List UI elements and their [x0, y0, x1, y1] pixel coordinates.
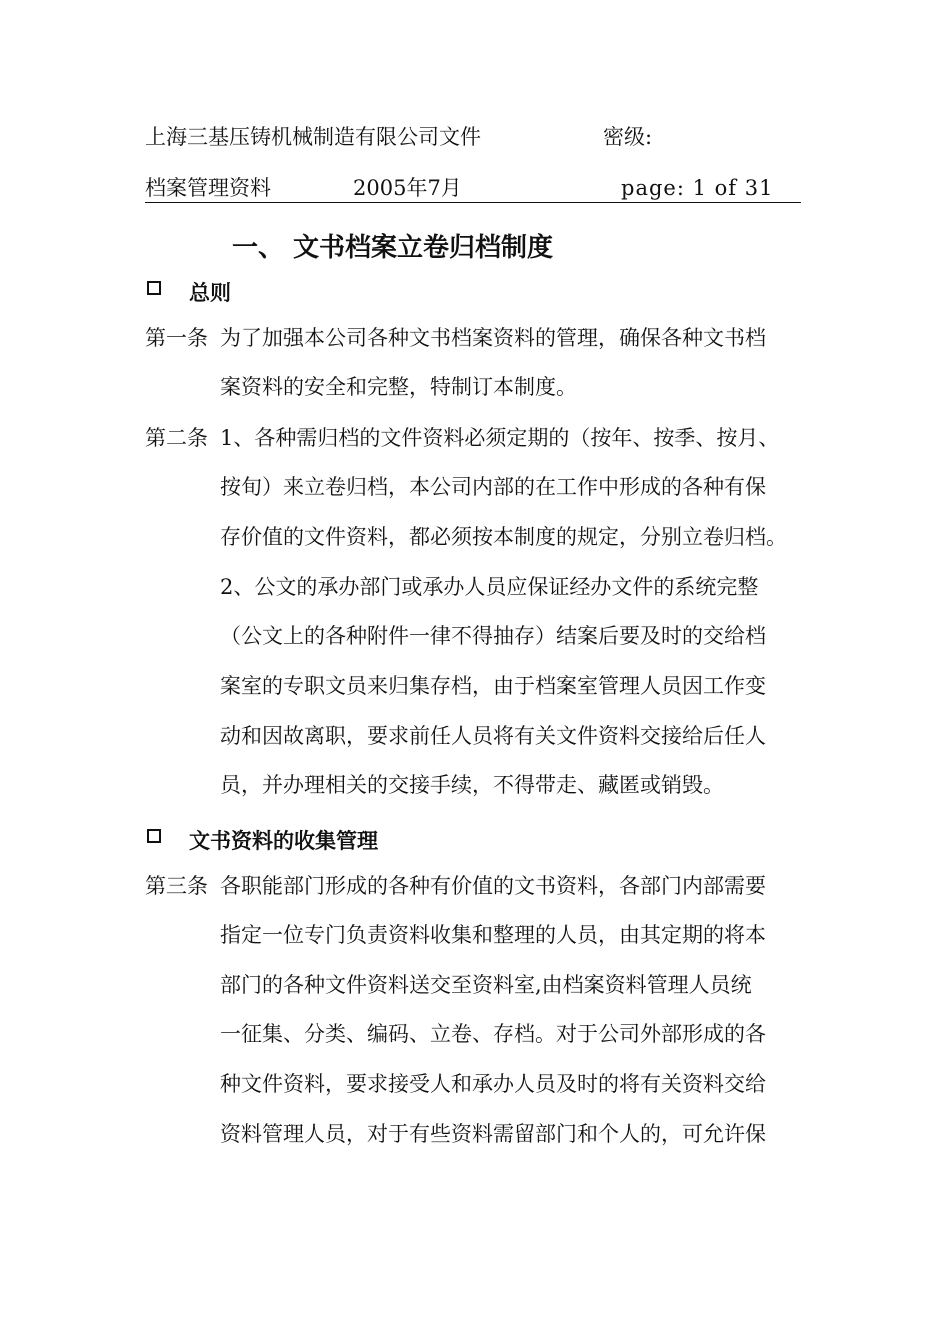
article-line: 1、各种需归档的文件资料必须定期的（按年、按季、按月、: [220, 426, 780, 450]
article-line: （公文上的各种附件一律不得抽存）结案后要及时的交给档: [220, 624, 766, 648]
page-title: 一、 文书档案立卷归档制度: [232, 233, 554, 263]
article-line: 员，并办理相关的交接手续，不得带走、藏匿或销毁。: [220, 773, 724, 797]
company-document-header: 上海三基压铸机械制造有限公司文件: [145, 125, 481, 149]
header-info-row: [145, 178, 801, 203]
article-label: 第一条: [145, 326, 208, 350]
article-label: 第二条: [145, 426, 208, 450]
section-heading: 总则: [189, 281, 231, 305]
section-checkbox-icon: [147, 829, 161, 843]
article-label: 第三条: [145, 874, 208, 898]
page-info: page: 1 of 31: [621, 176, 774, 200]
article-line: 案资料的安全和完整，特制订本制度。: [220, 375, 577, 399]
article-line: 案室的专职文员来归集存档，由于档案室管理人员因工作变: [220, 674, 766, 698]
article-line: 部门的各种文件资料送交至资料室,由档案资料管理人员统: [220, 973, 752, 997]
document-date: 2005年7月: [353, 176, 462, 200]
article-line: 一征集、分类、编码、立卷、存档。对于公司外部形成的各: [220, 1022, 766, 1046]
article-line: 动和因故离职，要求前任人员将有关文件资料交接给后任人: [220, 724, 766, 748]
archive-title: 档案管理资料: [145, 176, 271, 200]
article-line: 为了加强本公司各种文书档案资料的管理，确保各种文书档: [220, 326, 766, 350]
article-line: 资料管理人员，对于有些资料需留部门和个人的，可允许保: [220, 1122, 766, 1146]
article-line: 按旬）来立卷归档，本公司内部的在工作中形成的各种有保: [220, 475, 766, 499]
article-line: 各职能部门形成的各种有价值的文书资料，各部门内部需要: [220, 874, 766, 898]
secret-level-label: 密级:: [603, 125, 653, 149]
section-heading: 文书资料的收集管理: [189, 829, 378, 853]
article-line: 指定一位专门负责资料收集和整理的人员，由其定期的将本: [220, 923, 766, 947]
article-line: 2、公文的承办部门或承办人员应保证经办文件的系统完整: [220, 575, 759, 599]
article-line: 存价值的文件资料，都必须按本制度的规定，分别立卷归档。: [220, 525, 787, 549]
article-line: 种文件资料，要求接受人和承办人员及时的将有关资料交给: [220, 1072, 766, 1096]
section-checkbox-icon: [147, 281, 161, 295]
